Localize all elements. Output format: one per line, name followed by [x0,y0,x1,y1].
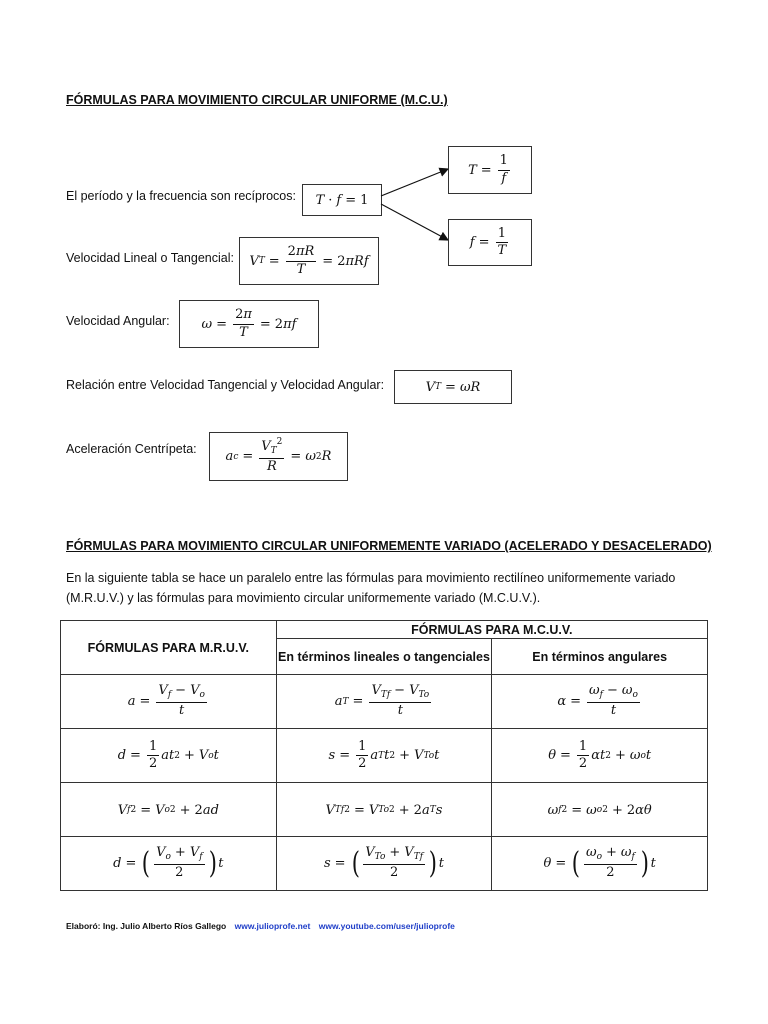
mruv-displacement: d = $\frac{1}{2}$ at 2 + V o t [61,729,277,783]
vlineal-label: Velocidad Lineal o Tangencial: [66,251,234,265]
subheader-lineal: En términos lineales o tangenciales [276,639,492,675]
mcuv-angular-velocity-squared: ω f 2 = ω o 2 + 2 αθ [492,783,708,837]
section2-title: FÓRMULAS PARA MOVIMIENTO CIRCULAR UNIFORMEMENTE VARIADO (ACELERADO Y DESACELERADO) [66,539,712,553]
relacion-label: Relación entre Velocidad Tangencial y Velocidad Angular: [66,378,385,392]
table-row [61,783,708,837]
mruv-velocity-squared: V f 2 = V o 2 + 2 ad [61,783,277,837]
mruv-average-displacement: d = ( $\frac{V_o + V_f}{2}$ ) t [61,837,277,891]
header-mruv: FÓRMULAS PARA M.R.U.V. [61,621,277,675]
formula-t-times-f: T · f = 1 [302,184,382,216]
formula-relation: V T = ωR [394,370,512,404]
footer-site-link[interactable]: www.julioprofe.net [234,921,311,931]
acel-label: Aceleración Centrípeta: [66,442,197,456]
intro-line-2: (M.R.U.V.) y las fórmulas para movimiento circular uniformemente variado (M.C.U.V.). [66,591,541,605]
formula-frequency: f = $\frac{1}{T}$ [448,219,532,266]
formula-period: T = $\frac{1}{f}$ [448,146,532,194]
intro-paragraph [66,568,675,608]
mcuv-angle: θ = $\frac{1}{2}$ αt 2 + ω o t [492,729,708,783]
table-row [61,729,708,783]
mruv-acceleration: a = $\frac{V_f - V_o}{t}$ [61,675,277,729]
section1-title: FÓRMULAS PARA MOVIMIENTO CIRCULAR UNIFORME (M.C.U.) [66,93,448,107]
formula-linear-velocity: V T = $\frac{2\pi R}{T}$ = 2 πRf [239,237,379,285]
arrows [378,160,458,250]
footer-credit: Elaboró: Ing. Julio Alberto Ríos Gallego [66,921,227,931]
vangular-label: Velocidad Angular: [66,314,170,328]
mcuv-angular-acceleration: α = $\frac{\omega_f - \omega_o}{t}$ [492,675,708,729]
footer [66,921,455,931]
periodo-label: El período y la frecuencia son recíprocos: [66,189,296,203]
table-row [61,675,708,729]
mcuv-arc-length: s = $\frac{1}{2}$ a T t 2 + V To t [276,729,492,783]
table-row [61,837,708,891]
mcuv-average-arc: s = ( $\frac{V_{To} + V_{Tf}}{2}$ ) t [276,837,492,891]
mcuv-tangential-velocity-squared: V Tf 2 = V To 2 + 2 a T s [276,783,492,837]
footer-youtube-link[interactable]: www.youtube.com/user/julioprofe [318,921,455,931]
header-mcuv: FÓRMULAS PARA M.C.U.V. [276,621,707,639]
formulas-table [60,620,708,891]
formula-centripetal: a c = $\frac{V_T^2}{R}$ = ω 2 R [209,432,348,481]
mcuv-average-angle: θ = ( $\frac{\omega_o + \omega_f}{2}$ ) t [492,837,708,891]
mcuv-tangential-acceleration: a T = $\frac{V_{Tf} - V_{To}}{t}$ [276,675,492,729]
subheader-angular: En términos angulares [492,639,708,675]
formula-angular-velocity: ω = $\frac{2\pi}{T}$ = 2 πf [179,300,319,348]
intro-line-1: En la siguiente tabla se hace un paralelo entre las fórmulas para movimiento rectilíneo uniformemente variado [66,571,676,585]
